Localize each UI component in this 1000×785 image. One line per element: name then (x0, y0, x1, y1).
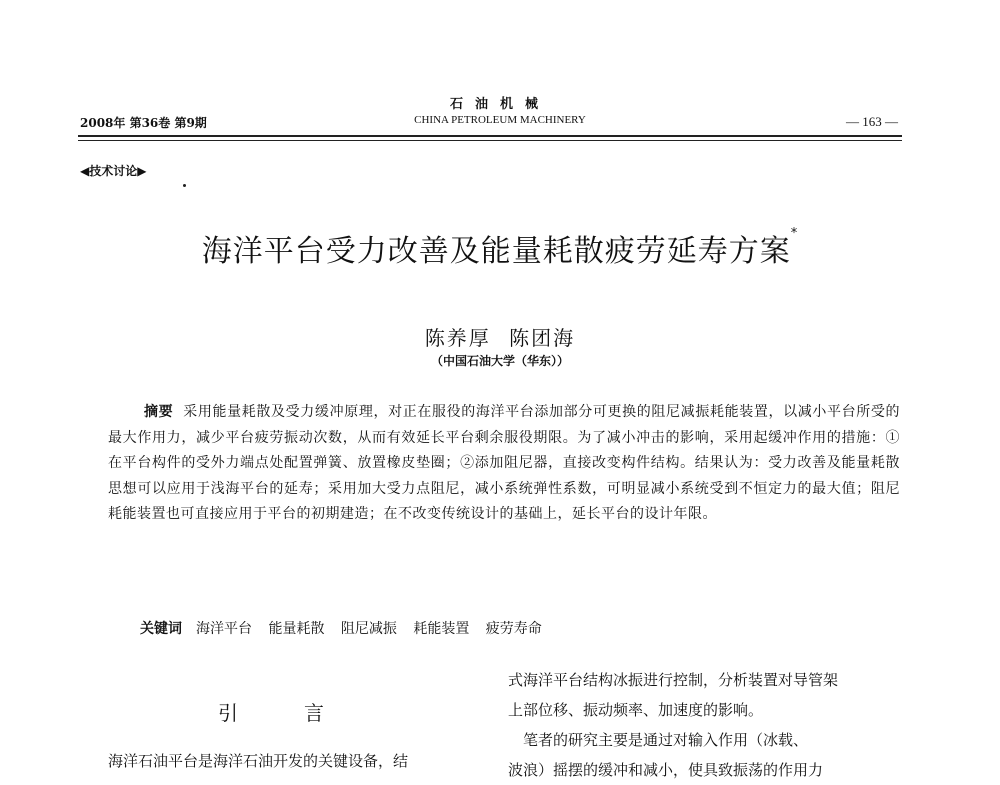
abstract-label: 摘要 (144, 404, 174, 420)
keywords-list: 海洋平台 能量耗散 阻尼减振 耗能装置 疲劳寿命 (196, 621, 542, 637)
abstract-text: 采用能量耗散及受力缓冲原理，对正在服役的海洋平台添加部分可更换的阻尼减振耗能装置，以减小平台所受的最大作用力，减少平台疲劳振动次数，从而有效延长平台剩余服役期限。为了减小冲击的影响，采用起缓冲作用的措施：①在平台构件的受外力端点处配置弹簧、放置橡皮垫圈；②添加阻尼器，直接改变构件结构。结果认为：受力改善及能量耗散思想可以应用于浅海平台的延寿；采用加大受力点阻尼，减小系统弹性系数，可明显减小系统受到不恒定力的最大值；阻尼耗能装置也可直接应用于平台的初期建造；在不改变传统设计的基础上，延长平台的设计年限。 (108, 404, 901, 523)
right-column-line: 波浪）摇摆的缓冲和减小，使具致振荡的作用力 (508, 761, 824, 779)
right-column-line: 笔者的研究主要是通过对输入作用（冰载、 (508, 731, 809, 749)
page-number: — 163 — (846, 114, 898, 129)
intro-heading: 引言 (218, 701, 390, 725)
right-column-line: 式海洋平台结构冰振进行控制，分析装置对导管架 (508, 671, 839, 689)
header-rule-thin (78, 140, 902, 141)
keywords-label: 关键词 (140, 621, 182, 637)
keywords (140, 618, 542, 638)
affiliation: （中国石油大学（华东）） (430, 354, 569, 368)
issue-info: 2008年 第36卷 第9期 (80, 116, 207, 130)
journal-name-en: CHINA PETROLEUM MACHINERY (414, 114, 586, 126)
left-column-text: 海洋石油平台是海洋石油开发的关键设备，结 (108, 752, 409, 770)
article-title (0, 226, 1000, 270)
journal-name-cn: 石油机械 (449, 97, 550, 112)
authors: 陈养厚 陈团海 (424, 326, 576, 350)
article-title-text: 海洋平台受力改善及能量耗散疲劳延寿方案 (201, 234, 791, 269)
section-tag: ◀技术讨论▶ (80, 164, 147, 178)
right-column-line: 上部位移、振动频率、加速度的影响。 (508, 701, 764, 719)
stray-dot (183, 184, 186, 187)
right-column (508, 665, 902, 785)
header-rule-thick (78, 135, 902, 137)
abstract (108, 400, 900, 528)
title-footnote-mark: * (790, 226, 799, 241)
